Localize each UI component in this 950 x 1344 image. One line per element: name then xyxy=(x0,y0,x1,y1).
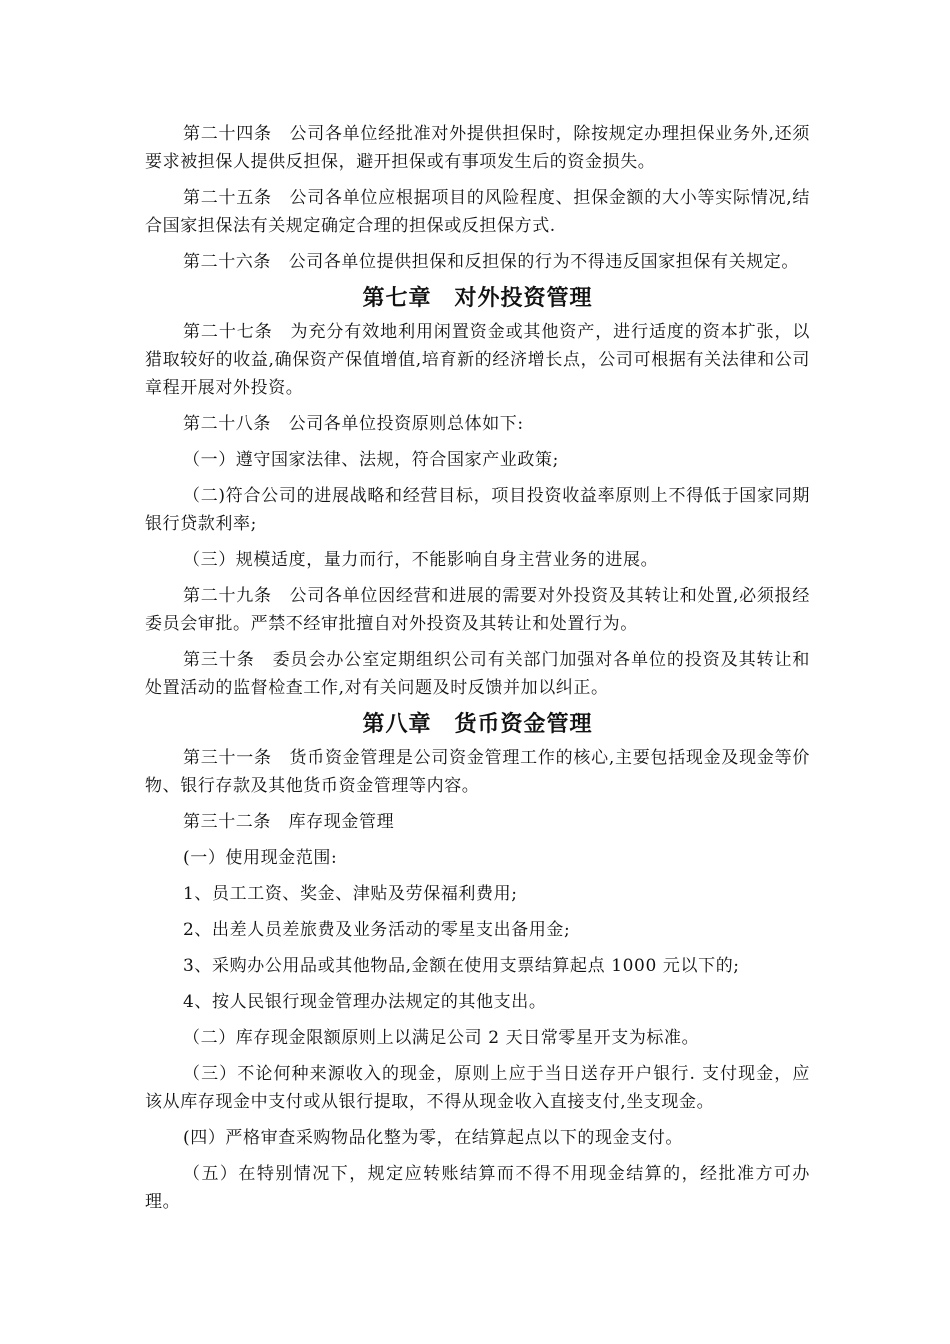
article-32-item-4: (四）严格审查采购物品化整为零，在结算起点以下的现金支付。 xyxy=(183,1128,684,1148)
article-29: 第二十九条 公司各单位因经营和进展的需要对外投资及其转让和处置,必须报经委员会审批。严禁不经审批擅自对外投资及其转让和处置行为。 xyxy=(145,586,810,634)
article-32-item-1-4: 4、按人民银行现金管理办法规定的其他支出。 xyxy=(183,992,547,1012)
article-26: 第二十六条 公司各单位提供担保和反担保的行为不得违反国家担保有关规定。 xyxy=(183,252,799,272)
chapter-8-title: 第八章 货币资金管理 xyxy=(362,712,593,737)
article-32-item-1-3: 3、采购办公用品或其他物品,金额在使用支票结算起点 1000 元以下的; xyxy=(183,956,740,976)
article-28: 第二十八条 公司各单位投资原则总体如下: xyxy=(183,414,524,434)
article-28-item-2: （二)符合公司的进展战略和经营目标，项目投资收益率原则上不得低于国家同期银行贷款利率; xyxy=(145,486,810,534)
article-27: 第二十七条 为充分有效地利用闲置资金或其他资产，进行适度的资本扩张，以猎取较好的收益,确保资产保值增值,培育新的经济增长点，公司可根据有关法律和公司章程开展对外投资。 xyxy=(145,322,810,398)
article-28-item-3: （三）规模适度，量力而行，不能影响自身主营业务的进展。 xyxy=(183,550,659,570)
article-24: 第二十四条 公司各单位经批准对外提供担保时，除按规定办理担保业务外,还须要求被担保人提供反担保，避开担保或有事项发生后的资金损失。 xyxy=(145,124,810,172)
article-32-item-1-1: 1、员工工资、奖金、津贴及劳保福利费用; xyxy=(183,884,518,904)
article-32: 第三十二条 库存现金管理 xyxy=(183,812,395,832)
article-30: 第三十条 委员会办公室定期组织公司有关部门加强对各单位的投资及其转让和处置活动的监督检查工作,对有关问题及时反馈并加以纠正。 xyxy=(145,650,810,698)
article-32-item-5: （五）在特别情况下，规定应转账结算而不得不用现金结算的，经批准方可办理。 xyxy=(145,1164,810,1212)
document-page xyxy=(145,120,810,1224)
chapter-7-title: 第七章 对外投资管理 xyxy=(362,286,593,311)
article-25: 第二十五条 公司各单位应根据项目的风险程度、担保金额的大小等实际情况,结合国家担保法有关规定确定合理的担保或反担保方式. xyxy=(145,188,810,236)
article-31: 第三十一条 货币资金管理是公司资金管理工作的核心,主要包括现金及现金等价物、银行存款及其他货币资金管理等内容。 xyxy=(145,748,810,796)
article-28-item-1: （一）遵守国家法律、法规，符合国家产业政策; xyxy=(183,450,559,470)
article-32-item-2: （二）库存现金限额原则上以满足公司 2 天日常零星开支为标准。 xyxy=(183,1028,700,1048)
article-32-item-1: (一）使用现金范围: xyxy=(183,848,338,868)
article-32-item-1-2: 2、出差人员差旅费及业务活动的零星支出备用金; xyxy=(183,920,571,940)
article-32-item-3: （三）不论何种来源收入的现金，原则上应于当日送存开户银行. 支付现金，应该从库存现金中支付或从银行提取，不得从现金收入直接支付,坐支现金。 xyxy=(145,1064,810,1112)
